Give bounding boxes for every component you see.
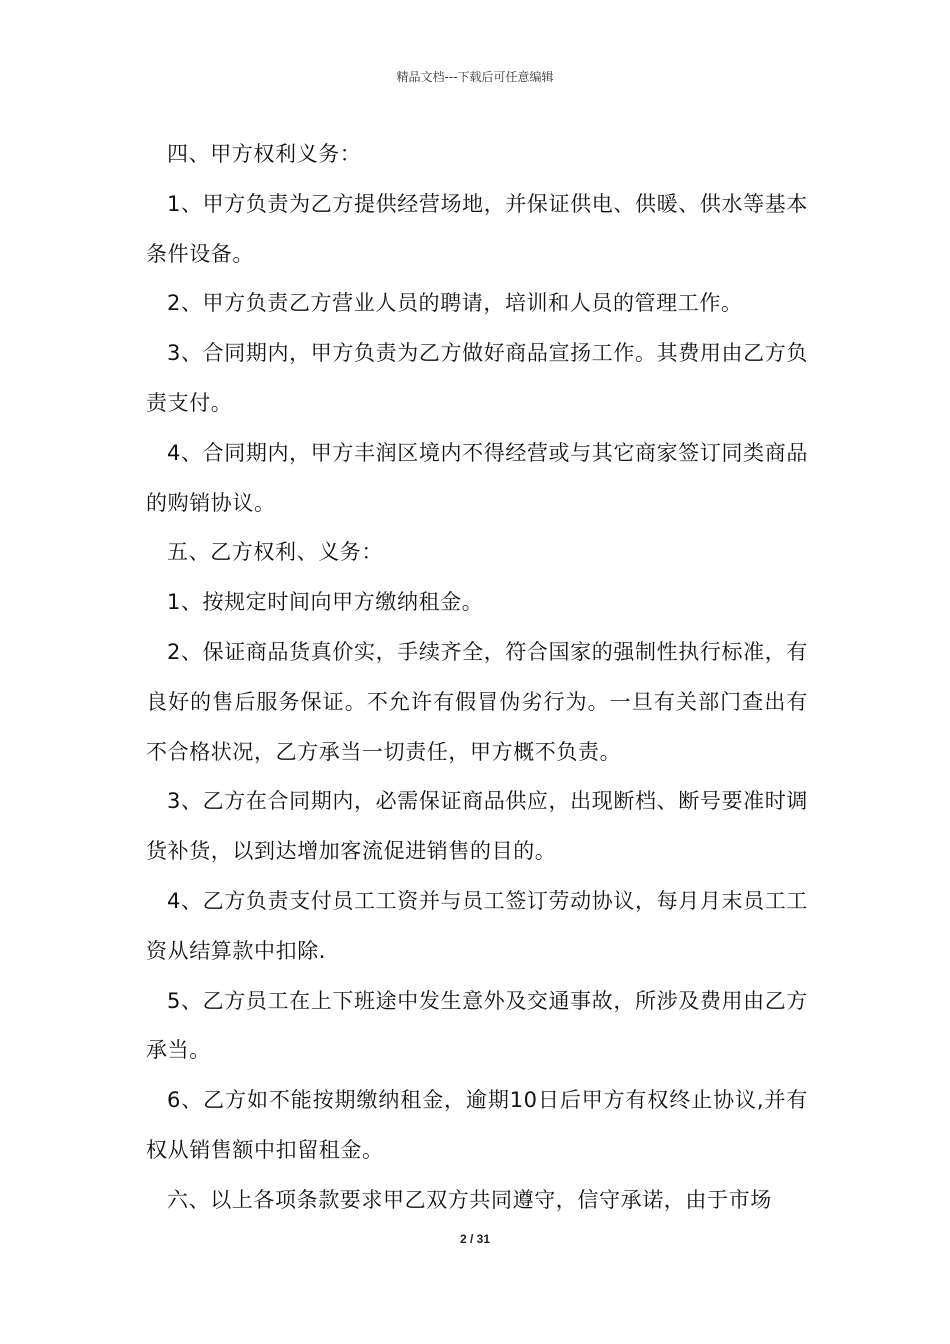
clause-5-5: 5、乙方员工在上下班途中发生意外及交通事故，所涉及费用由乙方承当。 — [146, 988, 808, 1063]
section-heading-4: 四、甲方权利义务： — [167, 142, 362, 166]
page-header: 精品文档---下载后可任意编辑 — [396, 70, 554, 84]
page-number: 2 / 31 — [459, 1232, 491, 1246]
clause-4-1: 1、甲方负责为乙方提供经营场地，并保证供电、供暖、供水等基本条件设备。 — [146, 191, 808, 266]
clause-5-2: 2、保证商品货真价实，手续齐全，符合国家的强制性执行标准，有良好的售后服务保证。不允许有假冒伪劣行为。一旦有关部门查出有不合格状况，乙方承当一切责任，甲方概不负责。 — [146, 639, 808, 764]
clause-4-2: 2、甲方负责乙方营业人员的聘请，培训和人员的管理工作。 — [167, 291, 743, 316]
section-heading-6: 六、以上各项条款要求甲乙双方共同遵守，信守承诺，由于市场 — [167, 1187, 772, 1212]
clause-5-4: 4、乙方负责支付员工工资并与员工签订劳动协议，每月月末员工工资从结算款中扣除. — [146, 888, 808, 963]
clause-4-4: 4、合同期内，甲方丰润区境内不得经营或与其它商家签订同类商品的购销协议。 — [146, 440, 808, 515]
section-heading-5: 五、乙方权利、义务： — [167, 540, 383, 565]
clause-5-3: 3、乙方在合同期内，必需保证商品供应，出现断档、断号要准时调货补货，以到达增加客流促进销售的目的。 — [146, 789, 808, 864]
document-body — [146, 130, 808, 1226]
clause-5-6: 6、乙方如不能按期缴纳租金，逾期10日后甲方有权终止协议,并有权从销售额中扣留租金。 — [146, 1088, 808, 1162]
clause-4-3: 3、合同期内，甲方负责为乙方做好商品宣扬工作。其费用由乙方负责支付。 — [146, 341, 808, 415]
clause-5-1: 1、按规定时间向甲方缴纳租金。 — [167, 590, 484, 615]
